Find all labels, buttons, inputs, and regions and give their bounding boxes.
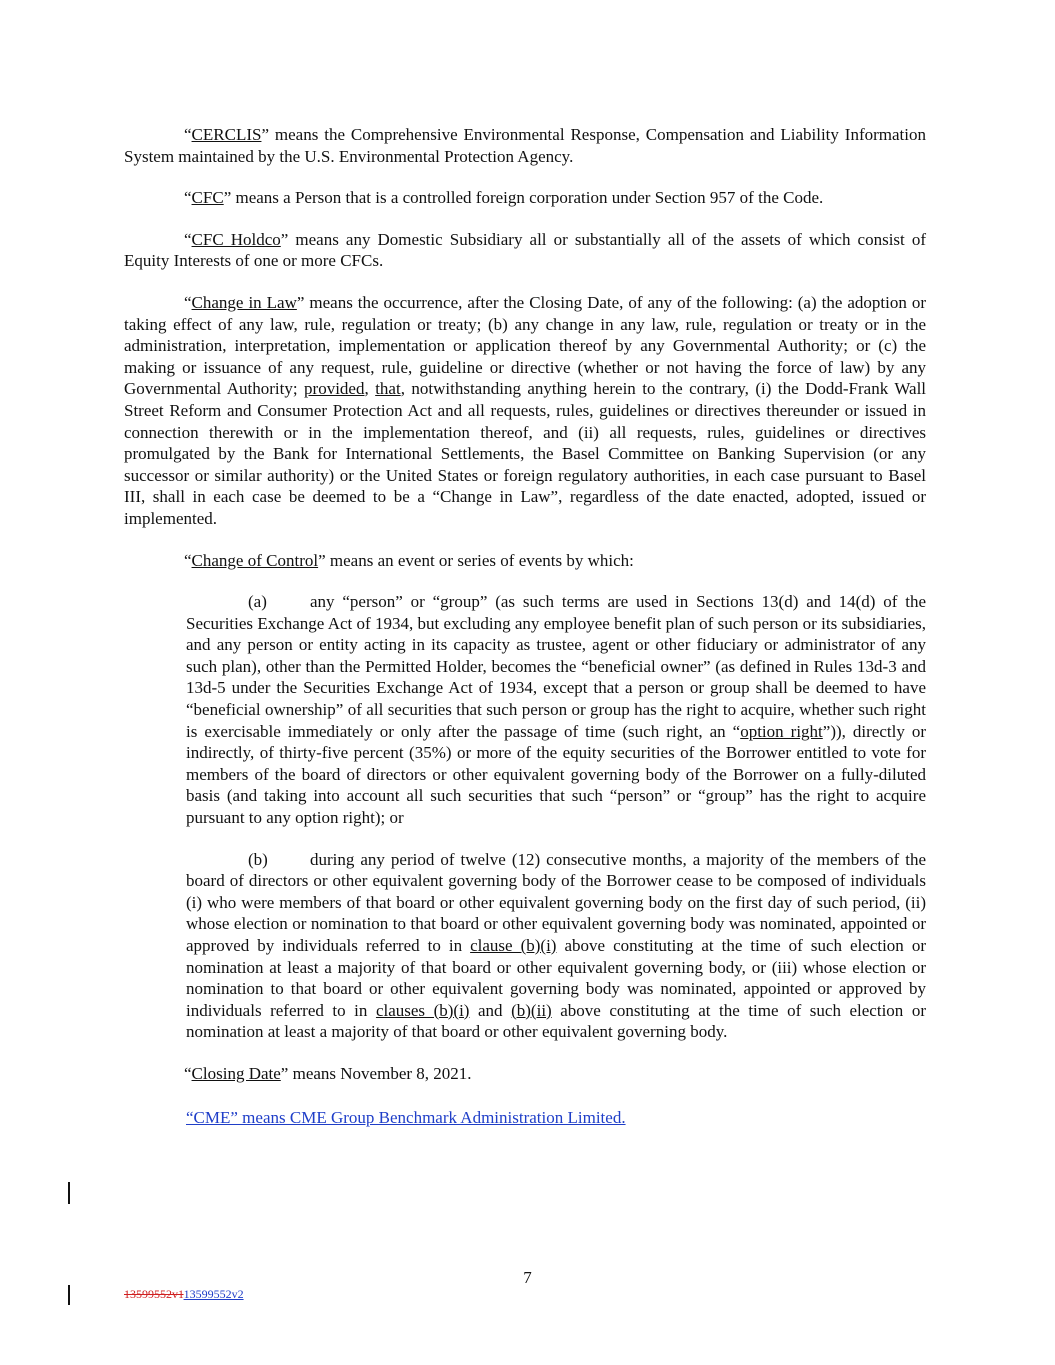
definition-text: ” means the occurrence, after the Closing Date, of any of the following: (a) the adoption or taking effect of any law, rule, regulation or treaty; (b) any change in any law, rule, regulation or treaty or in the administration, interpretation, implementation or application thereof by any Governmental Authority; or (c) the making or issuance of any request, rule, guideline or directive (whether or not having the force of law) by any Governmental Authority;: [124, 292, 927, 399]
clause-b: [186, 849, 926, 1043]
document-body: [124, 124, 926, 1148]
definition-cfc: “CFC” means a Person that is a controlled foreign corporation under Section 957 of the Code.: [184, 188, 824, 208]
clause-text: and: [469, 1000, 512, 1020]
definition-text: , notwithstanding anything herein to the contrary, (i) the Dodd-Frank Wall Street Reform and Consumer Protection Act and all requests, rules, guidelines or directives thereunder or issued in connection therewith or in the implementation thereof, and (ii) all requests, rules, guidelines or directives promulgated by the Bank for International Settlements, the Basel Committee on Banking Supervision (or any successor or similar authority) or the United States or foreign regulatory authorities, in each case pursuant to Basel III, shall in each case be deemed to be a “Change in Law”, regardless of the date enacted, adopted, issued or implemented.: [124, 379, 927, 528]
term-change-in-law: Change in Law: [191, 292, 297, 312]
clause-a: [186, 591, 926, 829]
clause-text: ”)), directly or indirectly, of thirty-five percent (35%) or more of the equity securities of the Borrower entitled to vote for members of the board of directors or other equivalent governing body of the Borrower on a fully-diluted basis (and taking into account all such securities that such “person” or “group” has the right to acquire pursuant to any option right); or: [186, 721, 927, 828]
term-option-right: option right: [740, 721, 823, 741]
separator: ,: [364, 379, 376, 399]
term-cerclis: CERCLIS: [191, 125, 262, 144]
definition-text: ” means November 8, 2021.: [280, 1063, 472, 1083]
term-closing-date: Closing Date: [191, 1063, 281, 1083]
clause-label: (a): [248, 592, 267, 612]
provided-term: provided: [304, 379, 365, 399]
change-bar: [68, 1285, 70, 1305]
definition-text: ” means any Domestic Subsidiary all or substantially all of the assets of which consist of Equity Interests of one or more CFCs.: [124, 229, 926, 271]
change-bar: [68, 1182, 70, 1204]
clause-reference: (b)(ii): [511, 1000, 552, 1020]
deleted-doc-id: 13599552v1: [124, 1287, 184, 1301]
clause-text: above constituting at the time of such election or nomination at least a majority of that board or other equivalent governing body.: [186, 1000, 926, 1042]
clause-reference: clause (b)(i): [470, 936, 557, 955]
clause-label: (b): [248, 849, 268, 869]
term-cfc: CFC: [191, 188, 224, 208]
term-cfc-holdco: CFC Holdco: [191, 229, 281, 249]
definition-cme-inserted: “CME” means CME Group Benchmark Administration Limited.: [186, 1107, 626, 1127]
page-number: 7: [523, 1268, 532, 1287]
clause-text: above constituting at the time of such election or nomination at least a majority of that board or other equivalent governing body, or (iii) whose election or nomination to that board or other equivalent governing body was nominated, appointed or approved by individuals referred to in: [186, 936, 926, 1020]
clause-text: during any period of twelve (12) consecutive months, a majority of the members of the board of directors or other equivalent governing body of the Borrower cease to be composed of individuals (i) who were members of that board or other equivalent governing body on the first day of such period, (ii) whose election or nomination to that board or other equivalent governing body was nominated, appointed or approved by individuals referred to in: [186, 849, 926, 955]
inserted-doc-id: 13599552v2: [183, 1287, 244, 1301]
definition-text: ” means the Comprehensive Environmental Response, Compensation and Liability Information System maintained by the U.S. Environmental Protection Agency.: [124, 125, 926, 166]
term-change-of-control: Change of Control: [191, 550, 319, 570]
clause-reference: clauses (b)(i): [375, 1000, 470, 1020]
that-term: that: [375, 379, 401, 399]
document-footer-id: [124, 1287, 244, 1302]
clause-text: any “person” or “group” (as such terms are used in Sections 13(d) and 14(d) of the Securities Exchange Act of 1934, but excluding any employee benefit plan of such person or its subsidiaries, and any person or entity acting in its capacity as trustee, agent or other fiduciary or administrator of any such plan), other than the Permitted Holder, becomes the “beneficial owner” (as defined in Rules 13d-3 and 13d-5 under the Securities Exchange Act of 1934, except that a person or group shall be deemed to have “beneficial ownership” of all securities that such person or group has the right to acquire, whether such right is exercisable immediately or only after the passage of time (such right, an “: [186, 592, 926, 741]
definition-text: ” means a Person that is a controlled foreign corporation under Section 957 of the Code.: [223, 188, 824, 208]
definition-change-of-control: “Change of Control” means an event or series of events by which:: [184, 550, 634, 570]
definition-text: ” means an event or series of events by which:: [318, 550, 634, 570]
definition-closing-date: “Closing Date” means November 8, 2021.: [184, 1063, 472, 1083]
definition-cerclis: “CERCLIS” means the Comprehensive Environmental Response, Compensation and Liability Information System maintained by the U.S. Environmental Protection Agency.: [124, 125, 926, 166]
definition-change-in-law: “Change in Law” means the occurrence, after the Closing Date, of any of the following: (a) the adoption or taking effect of any law, rule, regulation or treaty; (b) any change in any law, rule, regulation or treaty or in the administration, interpretation, implementation or application thereof by any Governmental Authority; or (c) the making or issuance of any request, rule, guideline or directive (whether or not having the force of law) by any Governmental Authority; provided, that, notwithstanding anything herein to the contrary, (i) the Dodd-Frank Wall Street Reform and Consumer Protection Act and all requests, rules, guidelines or directives thereunder or issued in connection therewith or in the implementation thereof, and (ii) all requests, rules, guidelines or directives promulgated by the Bank for International Settlements, the Basel Committee on Banking Supervision (or any successor or similar authority) or the United States or foreign regulatory authorities, in each case pursuant to Basel III, shall in each case be deemed to be a “Change in Law”, regardless of the date enacted, adopted, issued or implemented.: [124, 292, 927, 528]
definition-cfc-holdco: “CFC Holdco” means any Domestic Subsidiary all or substantially all of the assets of which consist of Equity Interests of one or more CFCs.: [124, 229, 926, 271]
